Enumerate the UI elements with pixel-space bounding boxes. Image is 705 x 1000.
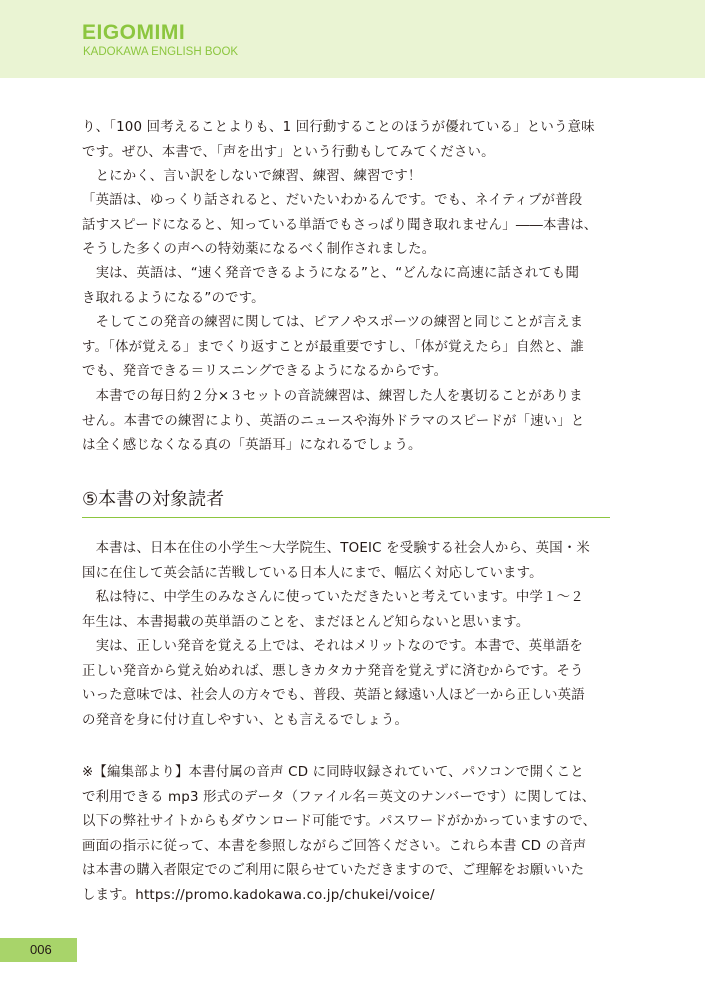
section-divider — [82, 517, 610, 518]
section-paragraph: 本書は、日本在住の小学生～大学院生、TOEIC を受験する社会人から、英国・米 国に在住して英会話に苦戦している日本人にまで、幅広く対応しています。 — [82, 541, 591, 581]
page-number: 006 — [30, 942, 52, 957]
brand-title: EIGOMIMI — [82, 21, 186, 44]
body-paragraph: り、「100 回考えることよりも、1 回行動することのほうが優れている」という意味 です。ぜひ、本書で、「声を出す」という行動もしてみてください。 — [82, 120, 595, 160]
body-paragraph: 実は、英語は、“速く発音できるようになる”と、“どんなに高速に話されても聞 き取れるようになる”のです。 — [82, 266, 580, 306]
body-paragraph: とにかく、言い訳をしないで練習、練習、練習です！ — [82, 169, 422, 184]
section-paragraph: 私は特に、中学生のみなさんに使っていただきたいと考えています。中学１～２ 年生は、本書掲載の英単語のことを、まだほとんど知らないと思います。 — [82, 590, 584, 630]
section-paragraph: 実は、正しい発音を覚える上では、それはメリットなのです。本書で、英単語を 正しい発音から覚え始めれば、悪しきカタカナ発音を覚えずに済むからです。そう いった意味では、社会人の方々でも、普段、英語と縁遠い人ほど一から正しい英語 の発音を身に付け直しやすい、とも言えるでしょう。 — [82, 639, 585, 728]
body-paragraph: 「英語は、ゆっくり話されると、だいたいわかるんです。でも、ネイティブが普段 話すスピードになると、知っている単語でもさっぱり聞き取れません」――本書は、 そうした多くの声への特効薬になるべく制作されました。 — [82, 193, 598, 257]
body-paragraph: 本書での毎日約２分×３セットの音読練習は、練習した人を裏切ることがありま せん。本書での練習により、英語のニュースや海外ドラマのスピードが「速い」と は全く感じなくなる真の「英語耳」になれるでしょう。 — [82, 389, 585, 453]
section-heading: ⑤本書の対象読者 — [82, 489, 225, 510]
body-paragraph: そしてこの発音の練習に関しては、ピアノやスポーツの練習と同じことが言えま す。「体が覚える」までくり返すことが最重要ですし、「体が覚えたら」自然と、誰 でも、発音できる＝リスニングできるようになるからです。 — [82, 315, 584, 379]
page-header-band — [0, 0, 705, 78]
brand-subtitle: KADOKAWA ENGLISH BOOK — [83, 46, 239, 58]
editor-note: ※【編集部より】本書付属の音声 CD に同時収録されていて、パソコンで開くこと で利用できる mp3 形式のデータ（ファイル名＝英文のナンバーです）に関しては、 以下の弊社サイトからもダウンロード可能です。パスワードがかかっていますので、 画面の指示に従って、本書を参照しながらご回答ください。これら本書 CD の音声 は本書の購入者限定でのご利用に限らせていただきますので、ご理解をお願いいた します。https://promo.kadokawa.co.jp/chukei/voice/ — [82, 765, 597, 903]
